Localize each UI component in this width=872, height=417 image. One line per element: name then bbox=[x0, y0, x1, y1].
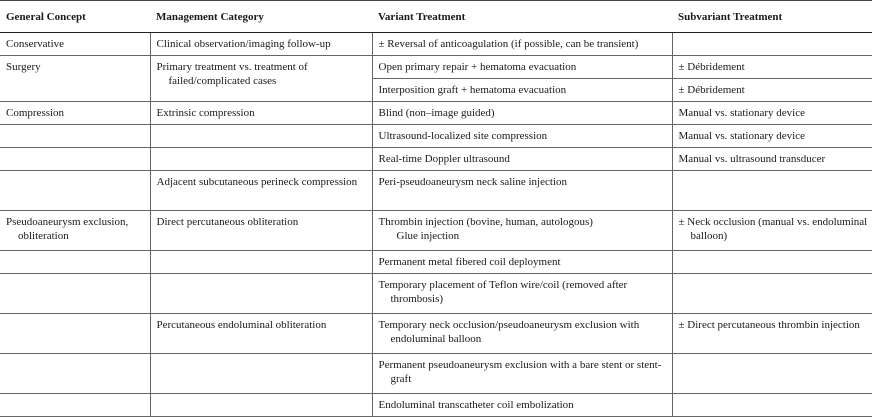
header-subvariant-treatment: Subvariant Treatment bbox=[672, 1, 872, 33]
general-concept-cell bbox=[0, 314, 150, 354]
general-concept-cell: Conservative bbox=[0, 33, 150, 56]
subvariant-treatment-cell: ± Débridement bbox=[672, 56, 872, 79]
variant-treatment-cell: Peri-pseudoaneurysm neck saline injection bbox=[372, 171, 672, 211]
subvariant-treatment-cell: Manual vs. stationary device bbox=[672, 125, 872, 148]
subvariant-treatment-cell bbox=[672, 354, 872, 394]
general-concept-cell bbox=[0, 394, 150, 417]
table-row bbox=[0, 148, 872, 171]
subvariant-treatment-cell bbox=[672, 171, 872, 211]
variant-treatment-cell: Temporary placement of Teflon wire/coil (removed after thrombosis) bbox=[372, 274, 672, 314]
subvariant-treatment-cell: ± Direct percutaneous thrombin injection bbox=[672, 314, 872, 354]
variant-treatment-line: Thrombin injection (bovine, human, autologous) bbox=[378, 216, 593, 228]
table-row bbox=[0, 211, 872, 251]
subvariant-treatment-cell bbox=[672, 33, 872, 56]
variant-treatment-cell: Blind (non–image guided) bbox=[372, 102, 672, 125]
management-category-cell bbox=[150, 148, 372, 171]
table-row bbox=[0, 56, 872, 79]
table-row bbox=[0, 274, 872, 314]
table-row bbox=[0, 171, 872, 211]
header-variant-treatment: Variant Treatment bbox=[372, 1, 672, 33]
variant-treatment-line: Glue injection bbox=[396, 230, 460, 242]
general-concept-cell bbox=[0, 354, 150, 394]
table-row bbox=[0, 314, 872, 354]
variant-treatment-cell: Ultrasound-localized site compression bbox=[372, 125, 672, 148]
subvariant-treatment-cell bbox=[672, 274, 872, 314]
table-row bbox=[0, 394, 872, 417]
variant-treatment-cell: Real-time Doppler ultrasound bbox=[372, 148, 672, 171]
table-row bbox=[0, 125, 872, 148]
table-row bbox=[0, 251, 872, 274]
management-category-cell: Adjacent subcutaneous perineck compression bbox=[150, 171, 372, 211]
management-category-cell: Percutaneous endoluminal obliteration bbox=[150, 314, 372, 354]
general-concept-cell: Pseudoaneurysm exclusion, obliteration bbox=[0, 211, 150, 251]
management-category-cell bbox=[150, 251, 372, 274]
subvariant-treatment-cell: Manual vs. stationary device bbox=[672, 102, 872, 125]
general-concept-cell bbox=[0, 251, 150, 274]
table-row bbox=[0, 33, 872, 56]
management-category-cell bbox=[150, 274, 372, 314]
subvariant-treatment-cell bbox=[672, 394, 872, 417]
management-category-cell: Clinical observation/imaging follow-up bbox=[150, 33, 372, 56]
general-concept-cell bbox=[0, 274, 150, 314]
general-concept-cell bbox=[0, 125, 150, 148]
general-concept-cell bbox=[0, 148, 150, 171]
header-management-category: Management Category bbox=[150, 1, 372, 33]
management-category-cell: Extrinsic compression bbox=[150, 102, 372, 125]
variant-treatment-cell: ± Reversal of anticoagulation (if possible, can be transient) bbox=[372, 33, 672, 56]
management-category-cell: Direct percutaneous obliteration bbox=[150, 211, 372, 251]
management-category-cell bbox=[150, 125, 372, 148]
general-concept-cell bbox=[0, 171, 150, 211]
management-category-cell bbox=[150, 394, 372, 417]
header-row bbox=[0, 1, 872, 33]
variant-treatment-cell: Endoluminal transcatheter coil embolization bbox=[372, 394, 672, 417]
table-row bbox=[0, 102, 872, 125]
management-category-cell bbox=[150, 354, 372, 394]
table-row bbox=[0, 354, 872, 394]
general-concept-cell: Surgery bbox=[0, 56, 150, 102]
general-concept-cell: Compression bbox=[0, 102, 150, 125]
subvariant-treatment-cell bbox=[672, 251, 872, 274]
variant-treatment-cell: Open primary repair + hematoma evacuation bbox=[372, 56, 672, 79]
header-general-concept: General Concept bbox=[0, 1, 150, 33]
subvariant-treatment-cell: ± Neck occlusion (manual vs. endoluminal balloon) bbox=[672, 211, 872, 251]
subvariant-treatment-cell: Manual vs. ultrasound transducer bbox=[672, 148, 872, 171]
variant-treatment-cell: Permanent metal fibered coil deployment bbox=[372, 251, 672, 274]
subvariant-treatment-cell: ± Débridement bbox=[672, 79, 872, 102]
variant-treatment-cell: Temporary neck occlusion/pseudoaneurysm exclusion with endoluminal balloon bbox=[372, 314, 672, 354]
variant-treatment-cell: Interposition graft + hematoma evacuation bbox=[372, 79, 672, 102]
management-category-cell: Primary treatment vs. treatment of failed/complicated cases bbox=[150, 56, 372, 102]
variant-treatment-cell: Permanent pseudoaneurysm exclusion with a bare stent or stent-graft bbox=[372, 354, 672, 394]
variant-treatment-cell bbox=[372, 211, 672, 251]
